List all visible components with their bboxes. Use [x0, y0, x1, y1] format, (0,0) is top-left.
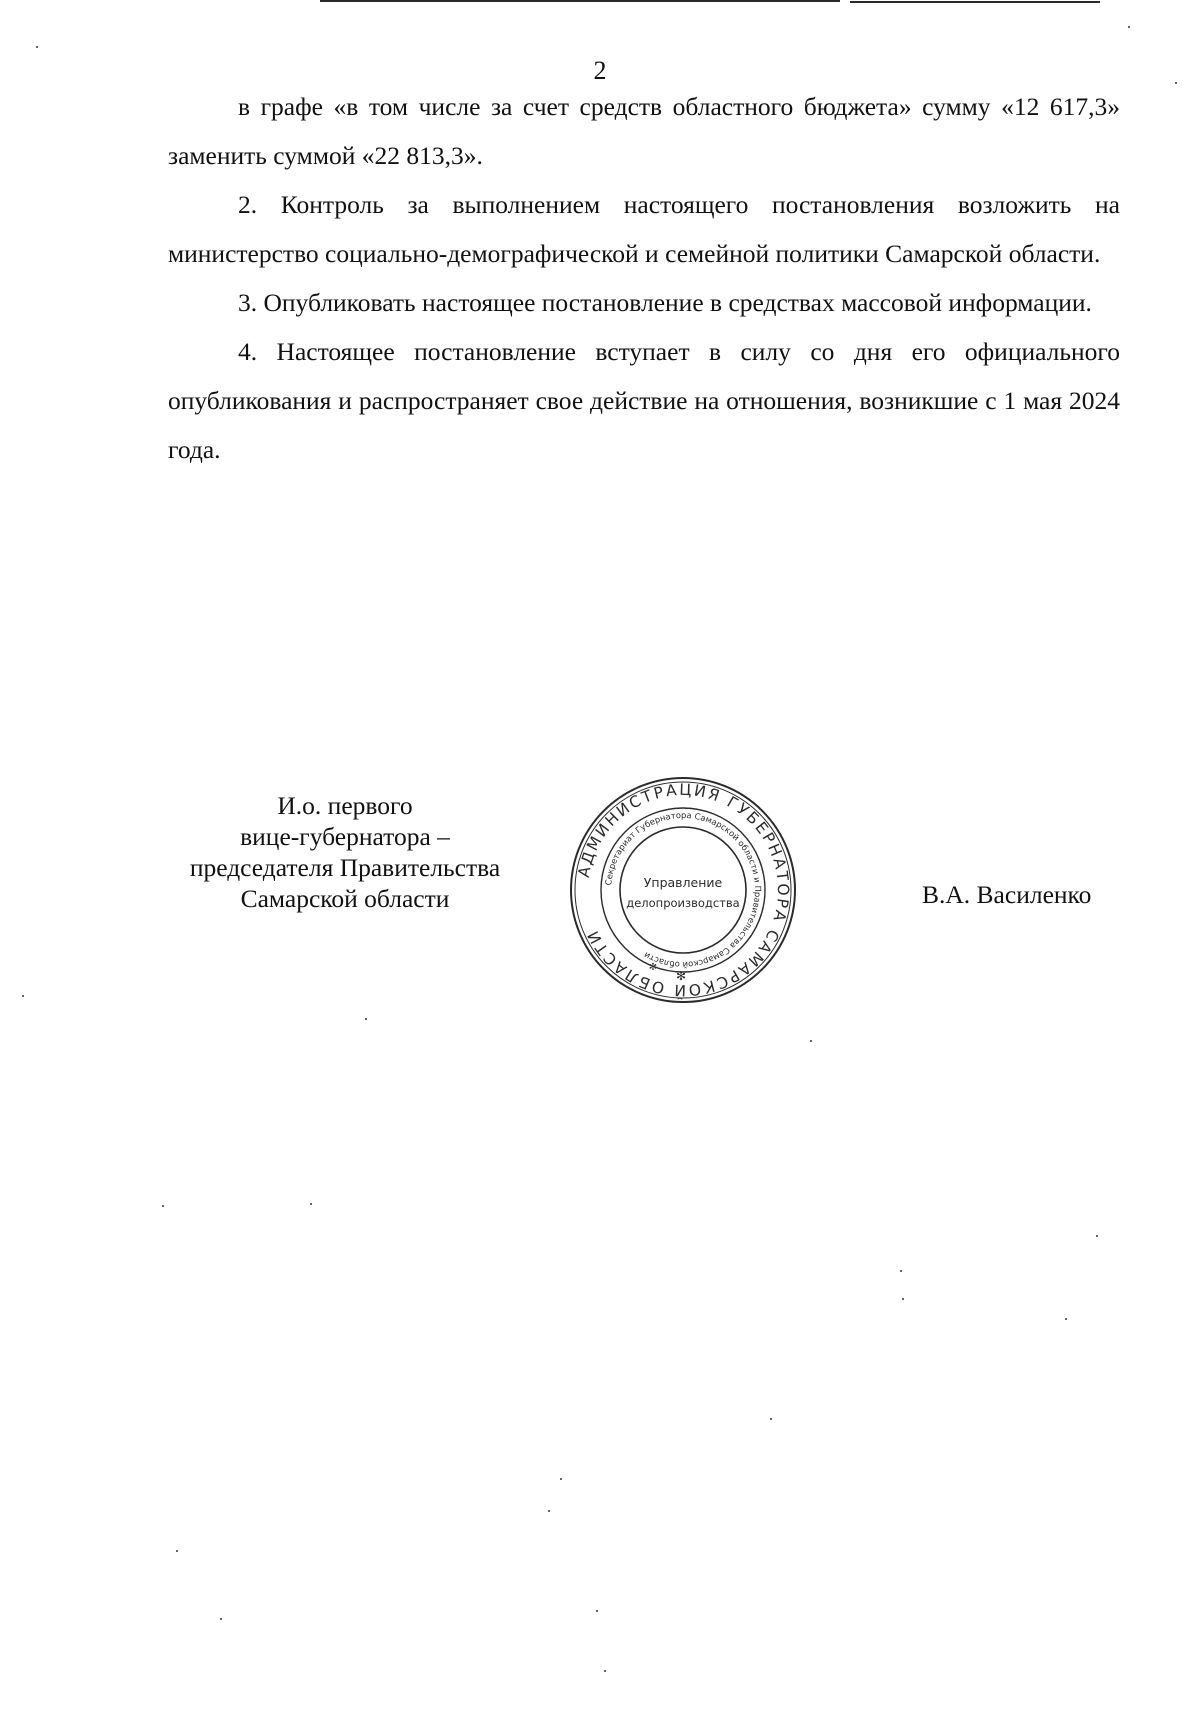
scan-speck	[310, 1203, 312, 1205]
seal-star-icon: ✻	[648, 962, 658, 973]
scan-speck	[176, 1550, 178, 1552]
scan-speck	[22, 995, 24, 997]
scan-speck	[770, 1418, 772, 1420]
seal-center-line-1: Управление	[643, 875, 723, 890]
scan-edge-line-right	[850, 1, 1100, 3]
scan-speck	[604, 1670, 606, 1672]
scan-speck	[902, 1298, 904, 1300]
seal-inner-ring-text: Секретариат Губернатора Самарской области и Правительства Самарской области	[603, 809, 764, 971]
seal-graphic	[568, 775, 798, 1005]
seal-star-icon: ✻	[675, 969, 687, 983]
scan-speck	[548, 1510, 550, 1512]
page-number: 2	[593, 56, 607, 85]
signatory-position-line: председателя Правительства	[189, 853, 501, 882]
signatory-position-line: Самарской области	[240, 884, 450, 913]
scan-speck	[596, 1610, 598, 1612]
scan-speck	[1096, 1235, 1098, 1237]
scan-speck	[810, 1040, 812, 1042]
paragraph-effective-date: 4. Настоящее постановление вступает в силу со дня его официального опубликования и распространяет свое действие на отношения, возникшие с 1 мая 2024 года.	[168, 337, 1120, 464]
scan-speck	[560, 1478, 562, 1480]
paragraph-publish: 3. Опубликовать настоящее постановление в средствах массовой информации.	[238, 288, 1092, 317]
paragraph-control: 2. Контроль за выполнением настоящего постановления возложить на министерство социально-демографической и семейной политики Самарской области.	[168, 190, 1120, 268]
scan-speck	[220, 1618, 222, 1620]
scan-speck	[1065, 1318, 1067, 1320]
scan-speck	[36, 46, 38, 48]
signatory-position-line: И.о. первого	[277, 791, 413, 820]
signatory-position	[170, 790, 520, 914]
scan-speck	[900, 1270, 902, 1272]
seal-outer-text: АДМИНИСТРАЦИЯ ГУБЕРНАТОРА САМАРСКОЙ ОБЛАСТИ	[574, 780, 793, 1000]
scan-speck	[162, 1205, 164, 1207]
signatory-position-line: вице-губернатора –	[240, 822, 450, 851]
signatory-name: В.А. Василенко	[922, 880, 1092, 909]
official-seal-stamp	[568, 775, 798, 1005]
scan-edge-line-left	[320, 0, 840, 2]
seal-center-line-2: делопроизводства	[626, 896, 740, 910]
scan-speck	[1128, 26, 1130, 28]
scan-speck	[365, 1018, 367, 1020]
paragraph-budget-amendment: в графе «в том числе за счет средств областного бюджета» сумму «12 617,3» заменить суммой «22 813,3».	[168, 92, 1120, 170]
document-body	[168, 82, 1120, 474]
